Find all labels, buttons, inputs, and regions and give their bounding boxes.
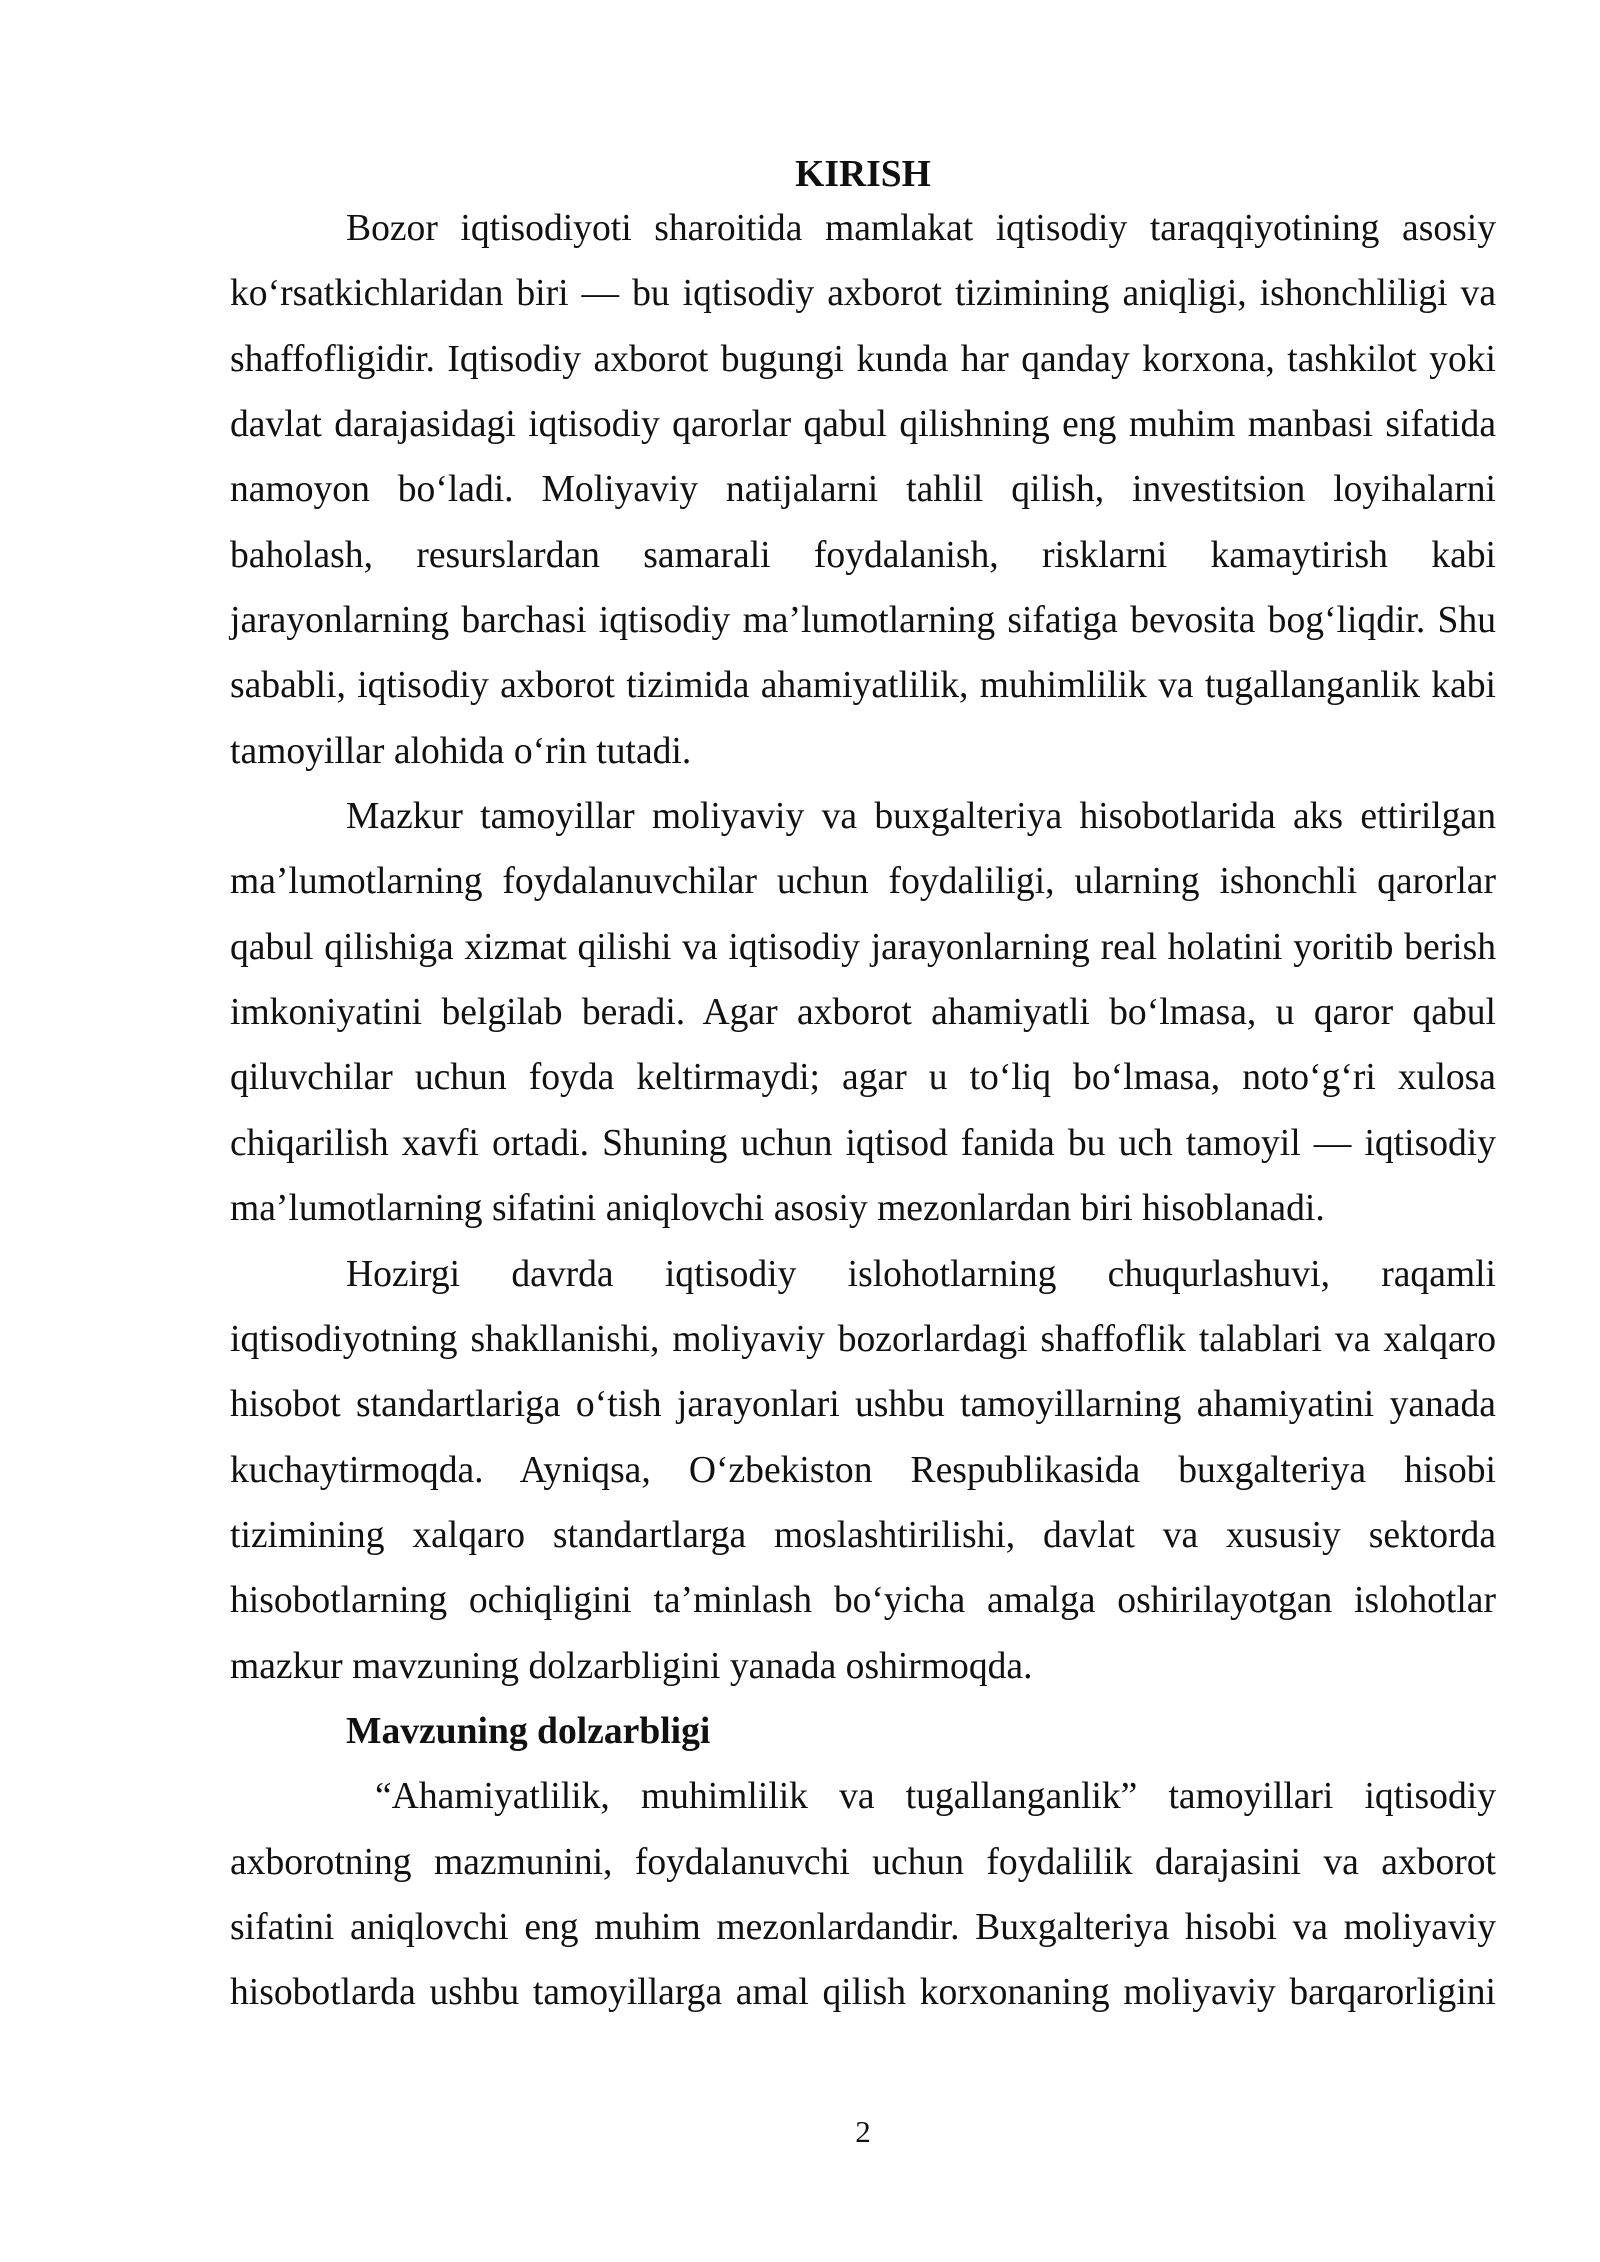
text-column xyxy=(230,153,1496,2026)
paragraph xyxy=(230,1764,1496,2025)
text-line: imkoniyatini belgilab beradi. Agar axborot ahamiyatli bo‘lmasa, u qaror qabul xyxy=(230,992,1496,1034)
text-line: hisobot standartlariga o‘tish jarayonlari ushbu tamoyillarning ahamiyatini yanada xyxy=(230,1384,1496,1426)
section-heading: Mavzuning dolzarbligi xyxy=(346,1710,711,1752)
text-line: Mazkur tamoyillar moliyaviy va buxgalteriya hisobotlarida aks ettirilgan xyxy=(346,796,1496,838)
text-line: iqtisodiyotning shakllanishi, moliyaviy bozorlardagi shaffoflik talablari va xalqaro xyxy=(230,1318,1496,1360)
page-number: 2 xyxy=(855,2114,871,2149)
text-line: hisobotlarning ochiqligini ta’minlash bo‘yicha amalga oshirilayotgan islohotlar xyxy=(230,1580,1496,1622)
text-line: kuchaytirmoqda. Ayniqsa, O‘zbekiston Respublikasida buxgalteriya hisobi xyxy=(230,1449,1496,1491)
text-line: tamoyillar alohida o‘rin tutadi. xyxy=(230,730,692,772)
paragraph xyxy=(230,1242,1496,1699)
text-line: Hozirgi davrda iqtisodiy islohotlarning chuqurlashuvi, raqamli xyxy=(346,1253,1496,1295)
text-line: sifatini aniqlovchi eng muhim mezonlardandir. Buxgalteriya hisobi va moliyaviy xyxy=(230,1906,1496,1948)
text-line: ko‘rsatkichlaridan biri — bu iqtisodiy axborot tizimining aniqligi, ishonchliligi va xyxy=(230,273,1496,315)
text-line: Bozor iqtisodiyoti sharoitida mamlakat iqtisodiy taraqqiyotining asosiy xyxy=(346,208,1496,249)
text-line: hisobotlarda ushbu tamoyillarga amal qilish korxonaning moliyaviy barqarorligini xyxy=(230,1972,1496,2014)
text-line: ma’lumotlarning foydalanuvchilar uchun foydaliligi, ularning ishonchli qarorlar xyxy=(230,861,1496,903)
page-title: KIRISH xyxy=(795,154,931,195)
text-line: axborotning mazmunini, foydalanuvchi uchun foydalilik darajasini va axborot xyxy=(230,1841,1496,1883)
text-line: qiluvchilar uchun foyda keltirmaydi; agar u to‘liq bo‘lmasa, noto‘g‘ri xulosa xyxy=(230,1057,1496,1099)
text-line: “Ahamiyatlilik, muhimlilik va tugallanganlik” tamoyillari iqtisodiy xyxy=(375,1776,1496,1818)
text-line: shaffofligidir. Iqtisodiy axborot bugungi kunda har qanday korxona, tashkilot yoki xyxy=(230,338,1496,380)
text-line: ma’lumotlarning sifatini aniqlovchi asosiy mezonlardan biri hisoblanadi. xyxy=(230,1188,1325,1230)
text-line: tizimining xalqaro standartlarga moslashtirilishi, davlat va xususiy sektorda xyxy=(230,1514,1496,1556)
text-line: qabul qilishiga xizmat qilishi va iqtisodiy jarayonlarning real holatini yoritib berish xyxy=(230,926,1496,968)
paragraph xyxy=(230,784,1496,1241)
text-line: mazkur mavzuning dolzarbligini yanada oshirmoqda. xyxy=(230,1645,1033,1687)
text-line: sababli, iqtisodiy axborot tizimida ahamiyatlilik, muhimlilik va tugallanganlik kabi xyxy=(230,665,1496,707)
text-line: jarayonlarning barchasi iqtisodiy ma’lumotlarning sifatiga bevosita bog‘liqdir. Shu xyxy=(230,600,1496,642)
text-line: davlat darajasidagi iqtisodiy qarorlar qabul qilishning eng muhim manbasi sifatida xyxy=(230,404,1496,446)
paragraph xyxy=(230,196,1496,784)
text-line: namoyon bo‘ladi. Moliyaviy natijalarni tahlil qilish, investitsion loyihalarni xyxy=(230,469,1496,511)
text-line: baholash, resurslardan samarali foydalanish, risklarni kamaytirish kabi xyxy=(230,534,1496,576)
text-line: chiqarilish xavfi ortadi. Shuning uchun iqtisod fanida bu uch tamoyil — iqtisodiy xyxy=(230,1122,1496,1164)
